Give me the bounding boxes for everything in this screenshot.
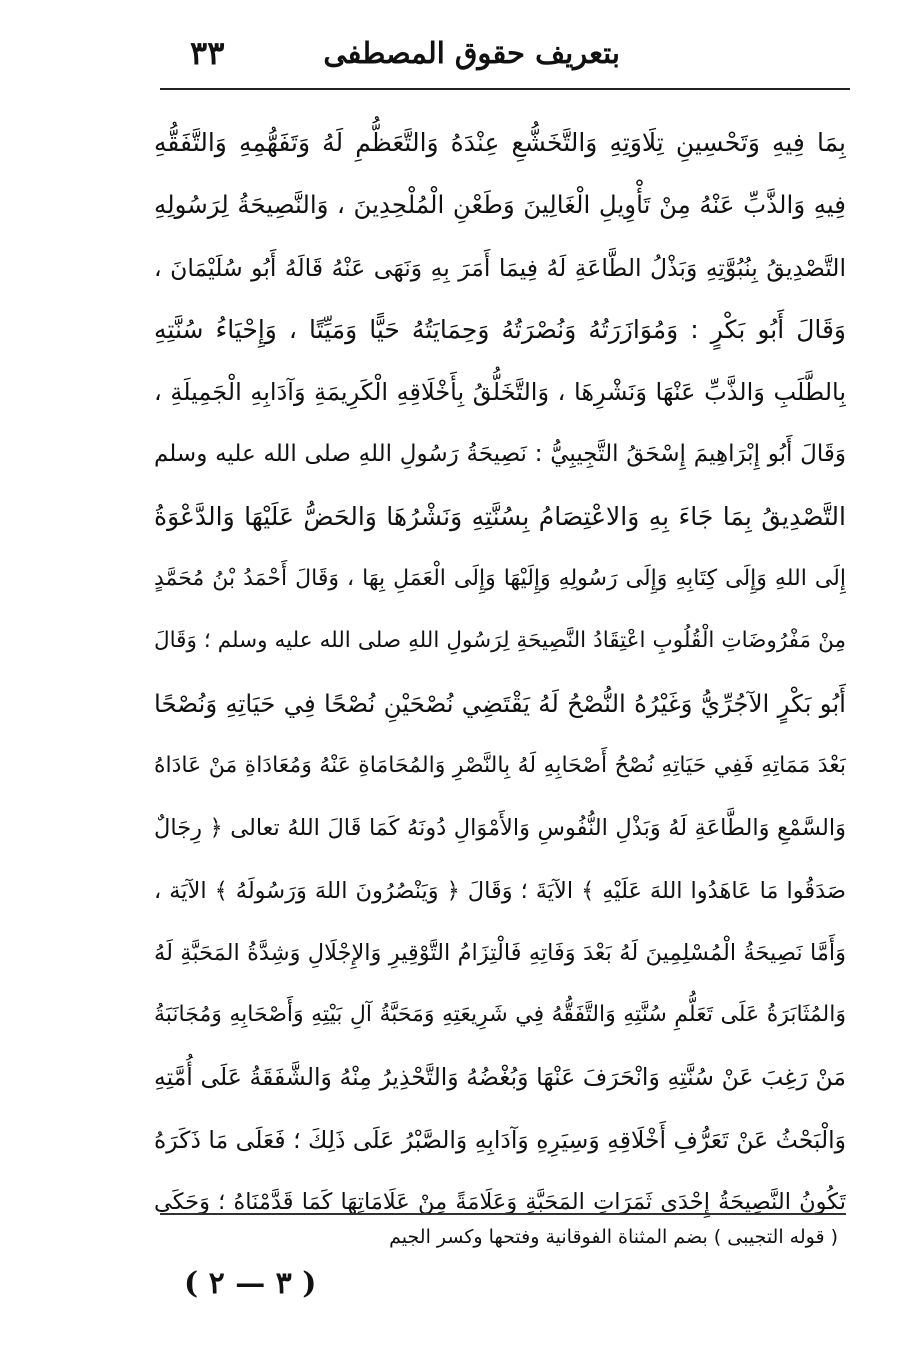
text-line: وَقَالَ أَبُو بَكْرٍ : وَمُوَازَرَتُهُ وَنُصْرَتُهُ وَحِمَايَتُهُ حَيًّا وَمَيِّتًا ، وَإِحْيَاءُ سُنَّتِهِ — [154, 314, 846, 344]
text-line: وَالْبَحْثُ عَنْ تَعَرُّفِ أَخْلَاقِهِ وَسِيَرِهِ وَآدَابِهِ وَالصَّبْرُ عَلَى ذَلِكَ ؛ فَعَلَى مَا ذَكَرَهُ — [154, 1125, 846, 1154]
text-line: فِيهِ وَالذَّبِّ عَنْهُ مِنْ تَأْوِيلِ الْغَالِينَ وَطَعْنِ الْمُلْحِدِينَ ، وَالنَّصِيحَةُ لِرَسُولِهِ — [154, 190, 846, 220]
text-line: وَقَالَ أَبُو إِبْرَاهِيمَ إِسْحَقُ التَّجِيبِيُّ : نَصِيحَةُ رَسُولِ اللهِ صلى الله عليه وسلم — [154, 441, 846, 468]
text-line: بِمَا فِيهِ وَتَحْسِينِ تِلَاوَتِهِ وَالتَّخَشُّعِ عِنْدَهُ وَالتَّعَظُّمِ لَهُ وَتَفَهُّمِهِ وَالتَّفَقُّهِ — [154, 128, 846, 157]
text-line: بِالطَّلَبِ وَالذَّبِّ عَنْهَا وَنَشْرِهَا ، وَالتَّخَلُّقُ بِأَخْلَاقِهِ الْكَرِيمَةِ وَآدَابِهِ الْجَمِيلَةِ ، — [154, 378, 846, 407]
text-line: أَبُو بَكْرٍ الآجُرِّيُّ وَغَيْرُهُ النُّصْحُ لَهُ يَقْتَضِي نُصْحَيْنِ نُصْحًا فِي حَيَاتِهِ وَنُصْحًا — [154, 688, 846, 718]
text-line: وَالسَّمْعِ وَالطَّاعَةِ لَهُ وَبَذْلِ النُّفُوسِ وَالأَمْوَالِ دُونَهُ كَمَا قَالَ اللهُ تعالى ﴿ رِجَالٌ — [154, 815, 846, 842]
text-line: وَأَمَّا نَصِيحَةُ الْمُسْلِمِينَ لَهُ بَعْدَ وَفَاتِهِ فَالْتِزَامُ التَّوْقِيرِ وَالإِجْلَالِ وَشِدَّةُ المَحَبَّةِ لَهُ — [154, 939, 846, 966]
footnote-rule — [160, 1213, 846, 1215]
page-number: ٣٣ — [190, 34, 225, 72]
printer-signature: ( ٣ — ٢ ) — [184, 1266, 317, 1301]
text-line: مِنْ مَفْرُوضَاتِ الْقُلُوبِ اعْتِقَادُ النَّصِيحَةِ لِرَسُولِ اللهِ صلى الله عليه وسلم ؛ وَقَالَ — [154, 628, 846, 654]
header-rule — [160, 88, 850, 90]
text-line: تَكُونُ النَّصِيحَةُ إِحْدَى ثَمَرَاتِ المَحَبَّةِ وَعَلَامَةً مِنْ عَلَامَاتِهَا كَمَا قَدَّمْنَاهُ ؛ وَحَكَى — [154, 1189, 846, 1216]
body-text — [154, 112, 846, 1233]
text-line: وَالمُثَابَرَةُ عَلَى تَعَلُّمِ سُنَّتِهِ وَالتَّفَقُّهُ فِي شَرِيعَتِهِ وَمَحَبَّةُ آلِ بَيْتِهِ وَأَصْحَابِهِ وَمُجَانَبَةُ — [154, 1002, 846, 1028]
text-line: التَّصْدِيقُ بِمَا جَاءَ بِهِ وَالاعْتِصَامُ بِسُنَّتِهِ وَنَشْرُهَا وَالحَضُّ عَلَيْهَا وَالدَّعْوَةُ — [154, 501, 846, 531]
text-line: مَنْ رَغِبَ عَنْ سُنَّتِهِ وَانْحَرَفَ عَنْهَا وَبُغْضُهُ وَالتَّحْذِيرُ مِنْهُ وَالشَّفَقَةُ عَلَى أُمَّتِهِ — [154, 1063, 846, 1092]
running-title: بتعريف حقوق المصطفى — [323, 36, 620, 70]
text-line: بَعْدَ مَمَاتِهِ فَفِي حَيَاتِهِ نُصْحُ أَصْحَابِهِ لَهُ بِالنَّصْرِ وَالمُحَامَاةِ عَنْهُ وَمُعَادَاةِ مَنْ عَادَاهُ — [154, 752, 846, 778]
footnote: ( قوله التجيبى ) بضم المثناة الفوقانية وفتحها وكسر الجيم — [389, 1226, 838, 1248]
text-line: صَدَقُوا مَا عَاهَدُوا اللهَ عَلَيْهِ ﴾ الآيَةَ ؛ وَقَالَ ﴿ وَيَنْصُرُونَ اللهَ وَرَسُولَهُ ﴾ الآيَة ، — [154, 877, 846, 904]
text-line: التَّصْدِيقُ بِنُبُوَّتِهِ وَبَذْلُ الطَّاعَةِ لَهُ فِيمَا أَمَرَ بِهِ وَنَهَى عَنْهُ قَالَهُ أَبُو سُلَيْمَانَ ، — [154, 253, 846, 282]
text-line: إِلَى اللهِ وَإِلَى كِتَابِهِ وَإِلَى رَسُولِهِ وَإِلَيْهَا وَإِلَى الْعَمَلِ بِهَا ، وَقَالَ أَحْمَدُ بْنُ مُحَمَّدٍ — [154, 566, 846, 592]
page-header — [160, 34, 850, 84]
